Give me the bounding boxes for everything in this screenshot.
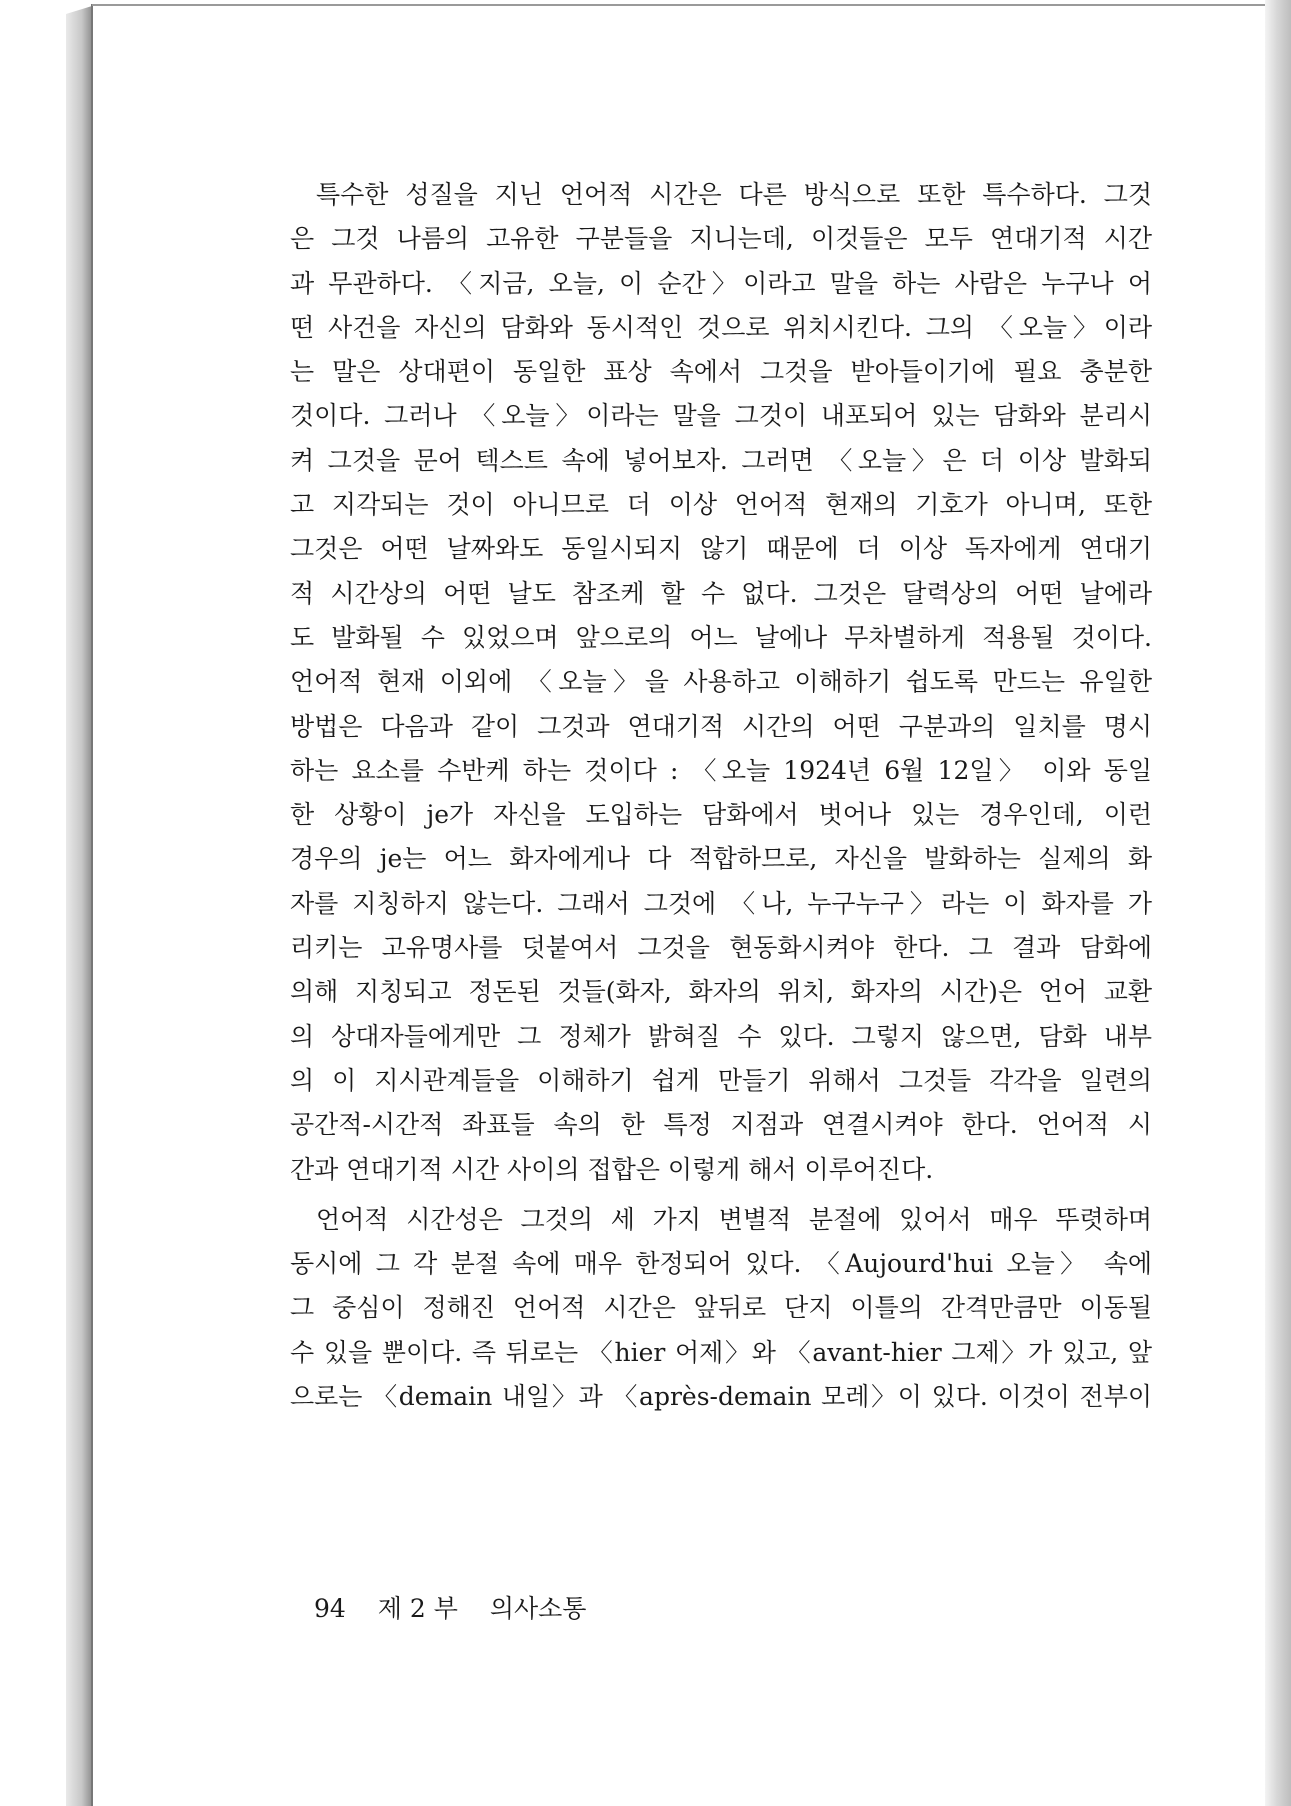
text-line: 공간적-시간적 좌표들 속의 한 특정 지점과 연결시켜야 한다. 언어적 시 bbox=[290, 1110, 1152, 1140]
part-label: 제 2 부 bbox=[377, 1594, 458, 1623]
text-line: 한 상황이 je가 자신을 도입하는 담화에서 벗어나 있는 경우인데, 이런 bbox=[290, 800, 1152, 830]
text-line: 의 이 지시관계들을 이해하기 쉽게 만들기 위해서 그것들 각각을 일련의 bbox=[290, 1065, 1152, 1095]
text-line: 으로는 〈demain 내일〉과 〈après-demain 모레〉이 있다. 이것이 전부이 bbox=[290, 1382, 1152, 1412]
text-line: 것이다. 그러나 〈오늘〉이라는 말을 그것이 내포되어 있는 담화와 분리시 bbox=[290, 401, 1152, 431]
text-line: 방법은 다음과 같이 그것과 연대기적 시간의 어떤 구분과의 일치를 명시 bbox=[290, 711, 1152, 741]
text-line: 특수한 성질을 지닌 언어적 시간은 다른 방식으로 또한 특수하다. 그것 bbox=[316, 180, 1152, 209]
text-line: 언어적 시간성은 그것의 세 가지 변별적 분절에 있어서 매우 뚜렷하며 bbox=[316, 1204, 1152, 1234]
page-number: 94 bbox=[314, 1594, 346, 1623]
body-text bbox=[290, 173, 1152, 1419]
text-line: 는 말은 상대편이 동일한 표상 속에서 그것을 받아들이기에 필요 충분한 bbox=[290, 357, 1152, 387]
section-label: 의사소통 bbox=[489, 1594, 587, 1623]
text-line: 하는 요소를 수반케 하는 것이다 : 〈오늘 1924년 6월 12일〉 이와 동일 bbox=[290, 755, 1152, 785]
text-line: 떤 사건을 자신의 담화와 동시적인 것으로 위치시킨다. 그의 〈오늘〉이라 bbox=[290, 312, 1152, 342]
text-line: 적 시간상의 어떤 날도 참조케 할 수 없다. 그것은 달력상의 어떤 날에라 bbox=[290, 578, 1152, 608]
text-line: 은 그것 나름의 고유한 구분들을 지니는데, 이것들은 모두 연대기적 시간 bbox=[290, 224, 1152, 254]
paragraph-2 bbox=[290, 1198, 1152, 1419]
text-line: 그것은 어떤 날짜와도 동일시되지 않기 때문에 더 이상 독자에게 연대기 bbox=[290, 534, 1152, 564]
text-line: 자를 지칭하지 않는다. 그래서 그것에 〈나, 누구누구〉라는 이 화자를 가 bbox=[290, 888, 1152, 918]
text-line: 과 무관하다. 〈지금, 오늘, 이 순간〉이라고 말을 하는 사람은 누구나 어 bbox=[290, 268, 1152, 298]
text-line: 의 상대자들에게만 그 정체가 밝혀질 수 있다. 그렇지 않으면, 담화 내부 bbox=[290, 1021, 1152, 1051]
text-line: 언어적 현재 이외에 〈오늘〉을 사용하고 이해하기 쉽도록 만드는 유일한 bbox=[290, 667, 1152, 697]
text-line: 동시에 그 각 분절 속에 매우 한정되어 있다. 〈Aujourd'hui 오늘〉 속에 bbox=[290, 1249, 1152, 1279]
text-line: 간과 연대기적 시간 사이의 접합은 이렇게 해서 이루어진다. bbox=[290, 1154, 934, 1184]
text-line: 의해 지칭되고 정돈된 것들(화자, 화자의 위치, 화자의 시간)은 언어 교환 bbox=[290, 977, 1152, 1007]
page-stack-edge bbox=[66, 6, 92, 1806]
page-right-shadow bbox=[1265, 0, 1291, 1806]
text-line: 그 중심이 정해진 언어적 시간은 앞뒤로 단지 이틀의 간격만큼만 이동될 bbox=[290, 1293, 1152, 1323]
text-line: 리키는 고유명사를 덧붙여서 그것을 현동화시켜야 한다. 그 결과 담화에 bbox=[290, 933, 1152, 963]
text-line: 수 있을 뿐이다. 즉 뒤로는 〈hier 어제〉와 〈avant-hier 그제〉가 있고, 앞 bbox=[290, 1337, 1152, 1367]
text-line: 켜 그것을 문어 텍스트 속에 넣어보자. 그러면 〈오늘〉은 더 이상 발화되 bbox=[290, 445, 1152, 475]
paragraph-1 bbox=[290, 173, 1152, 1192]
page-footer bbox=[314, 1589, 610, 1625]
text-line: 고 지각되는 것이 아니므로 더 이상 언어적 현재의 기호가 아니며, 또한 bbox=[290, 490, 1152, 520]
text-line: 경우의 je는 어느 화자에게나 다 적합하므로, 자신을 발화하는 실제의 화 bbox=[290, 844, 1152, 874]
text-line: 도 발화될 수 있었으며 앞으로의 어느 날에나 무차별하게 적용될 것이다. bbox=[290, 622, 1152, 652]
